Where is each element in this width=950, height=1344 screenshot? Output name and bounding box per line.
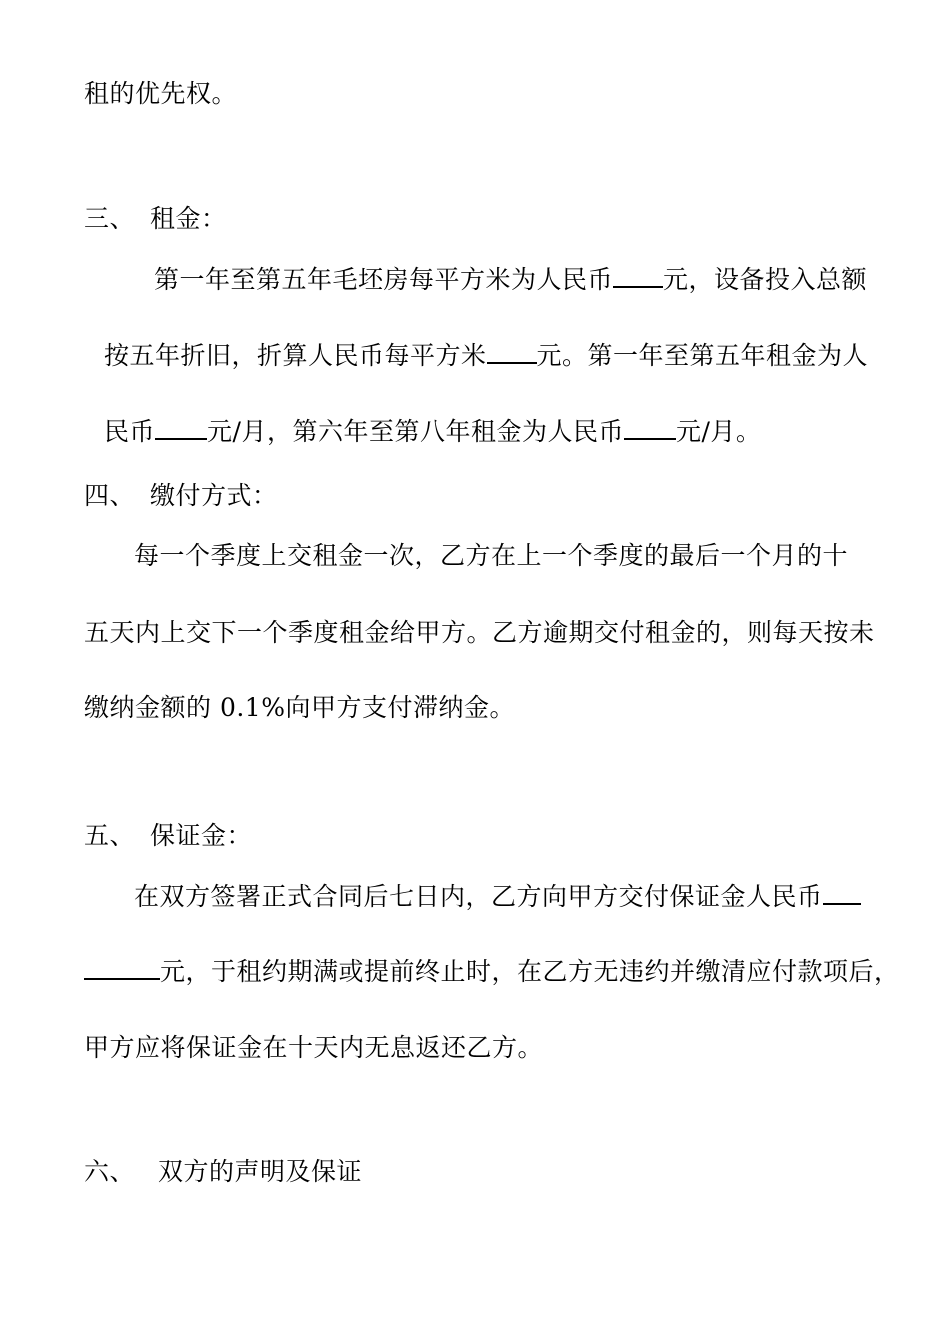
fill-blank (823, 881, 861, 905)
text-span: 缴纳金额的 0.1%向甲方支付滞纳金。 (84, 693, 515, 722)
paragraph-line (104, 416, 761, 448)
text-span: 甲方应将保证金在十天内无息返还乙方。 (84, 1033, 544, 1062)
fill-blank (613, 264, 663, 288)
fill-blank (155, 416, 207, 440)
paragraph-line (134, 540, 848, 572)
text-span: 第一年至第五年毛坯房每平方米为人民币 (154, 265, 614, 294)
section-number: 四、 (84, 481, 136, 510)
paragraph-line (84, 617, 875, 649)
text-span: 元/月。 (675, 417, 762, 446)
fill-blank (487, 340, 537, 364)
section-heading-declarations (84, 1156, 362, 1188)
section-number: 五、 (84, 821, 136, 850)
section-title: 缴付方式： (150, 481, 278, 510)
paragraph-line (84, 1032, 543, 1064)
section-number: 六、 (84, 1157, 136, 1186)
paragraph-line (84, 692, 515, 724)
text-span: 元，设备投入总额 (663, 265, 868, 294)
text-span: 民币 (104, 417, 156, 446)
text-span: 五天内上交下一个季度租金给甲方。乙方逾期交付租金的，则每天按未 (84, 618, 875, 647)
fill-blank (84, 956, 160, 980)
text-span: 元/月，第六年至第八年租金为人民币 (207, 417, 624, 446)
section-heading-deposit (84, 820, 252, 852)
paragraph-line (154, 264, 867, 296)
paragraph-line (104, 340, 868, 372)
section-title: 租金： (150, 204, 227, 233)
text-span: 元。第一年至第五年租金为人 (536, 341, 869, 370)
text-span: 租的优先权。 (84, 79, 238, 108)
text-line-continuation (84, 78, 237, 110)
text-span: 元，于租约期满或提前终止时，在乙方无违约并缴清应付款项后， (160, 957, 900, 986)
section-heading-rent (84, 203, 227, 235)
paragraph-line (134, 881, 861, 913)
section-title: 保证金： (150, 821, 253, 850)
section-heading-payment (84, 480, 278, 512)
paragraph-line (84, 956, 900, 988)
fill-blank (624, 416, 676, 440)
section-title: 双方的声明及保证 (158, 1157, 363, 1186)
text-span: 按五年折旧，折算人民币每平方米 (104, 341, 487, 370)
text-span: 在双方签署正式合同后七日内，乙方向甲方交付保证金人民币 (134, 882, 823, 911)
text-span: 每一个季度上交租金一次，乙方在上一个季度的最后一个月的十 (134, 541, 849, 570)
section-number: 三、 (84, 204, 136, 233)
